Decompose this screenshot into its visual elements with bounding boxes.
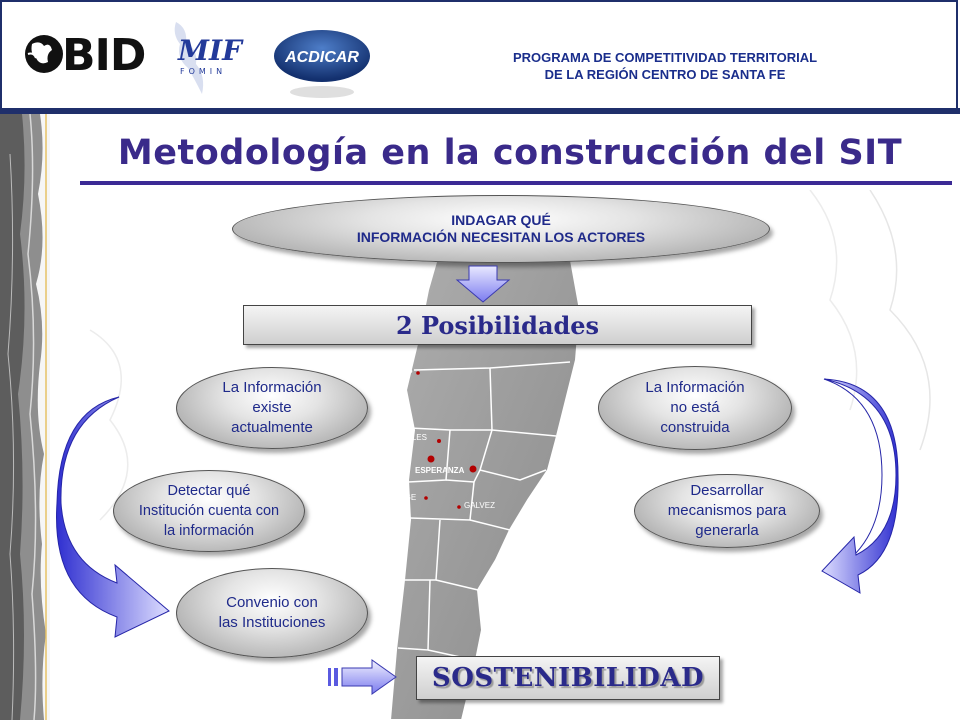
bid-logo-text: BID bbox=[62, 30, 146, 81]
header-divider bbox=[0, 108, 960, 114]
info-existe-ellipse: La Información existe actualmente bbox=[176, 367, 368, 449]
decorative-map-strip bbox=[0, 114, 50, 720]
svg-text:ACDICAR: ACDICAR bbox=[285, 49, 359, 66]
right-curved-arrow-icon bbox=[820, 375, 900, 595]
map-label-san-jorge: SAN JORGE bbox=[370, 493, 417, 502]
sostenibilidad-label: SOSTENIBILIDAD bbox=[431, 663, 705, 693]
svg-text:MIF: MIF bbox=[178, 34, 242, 67]
map-label-rafaela: RAFAELA bbox=[373, 451, 411, 460]
map-label-sunchales: SUNCHALES bbox=[378, 433, 427, 442]
acdicar-logo bbox=[272, 28, 372, 100]
sostenibilidad-box bbox=[416, 656, 720, 700]
convenio-ellipse: Convenio con las Instituciones bbox=[176, 568, 368, 658]
program-line-1: PROGRAMA DE COMPETITIVIDAD TERRITORIAL bbox=[512, 50, 818, 65]
program-line-2: DE LA REGIÓN CENTRO DE SANTA FE bbox=[544, 67, 786, 82]
posibilidades-label: 2 Posibilidades bbox=[395, 310, 600, 340]
right-arrow-icon bbox=[326, 658, 398, 696]
svg-text:FOMIN: FOMIN bbox=[180, 67, 227, 76]
posibilidades-box bbox=[243, 305, 752, 345]
left-curved-arrow-icon bbox=[55, 393, 175, 638]
bid-logo bbox=[22, 30, 146, 81]
info-no-construida-ellipse: La Información no está construida bbox=[598, 366, 792, 450]
map-label-esperanza: ESPERANZA bbox=[415, 466, 465, 475]
map-label-ceres: CERES bbox=[385, 366, 413, 375]
title-underline bbox=[80, 181, 952, 185]
desarrollar-mecanismos-ellipse: Desarrollar mecanismos para generarla bbox=[634, 474, 820, 548]
down-arrow-icon bbox=[455, 264, 511, 304]
map-label-galvez: GALVEZ bbox=[464, 501, 495, 510]
mif-fomin-logo bbox=[168, 18, 258, 98]
detectar-institucion-ellipse: Detectar qué Institución cuenta con la información bbox=[113, 470, 305, 552]
page-title: Metodología en la construcción del SIT bbox=[117, 133, 903, 173]
indagar-ellipse: INDAGAR QUÉ INFORMACIÓN NECESITAN LOS ACTORES bbox=[232, 195, 770, 263]
